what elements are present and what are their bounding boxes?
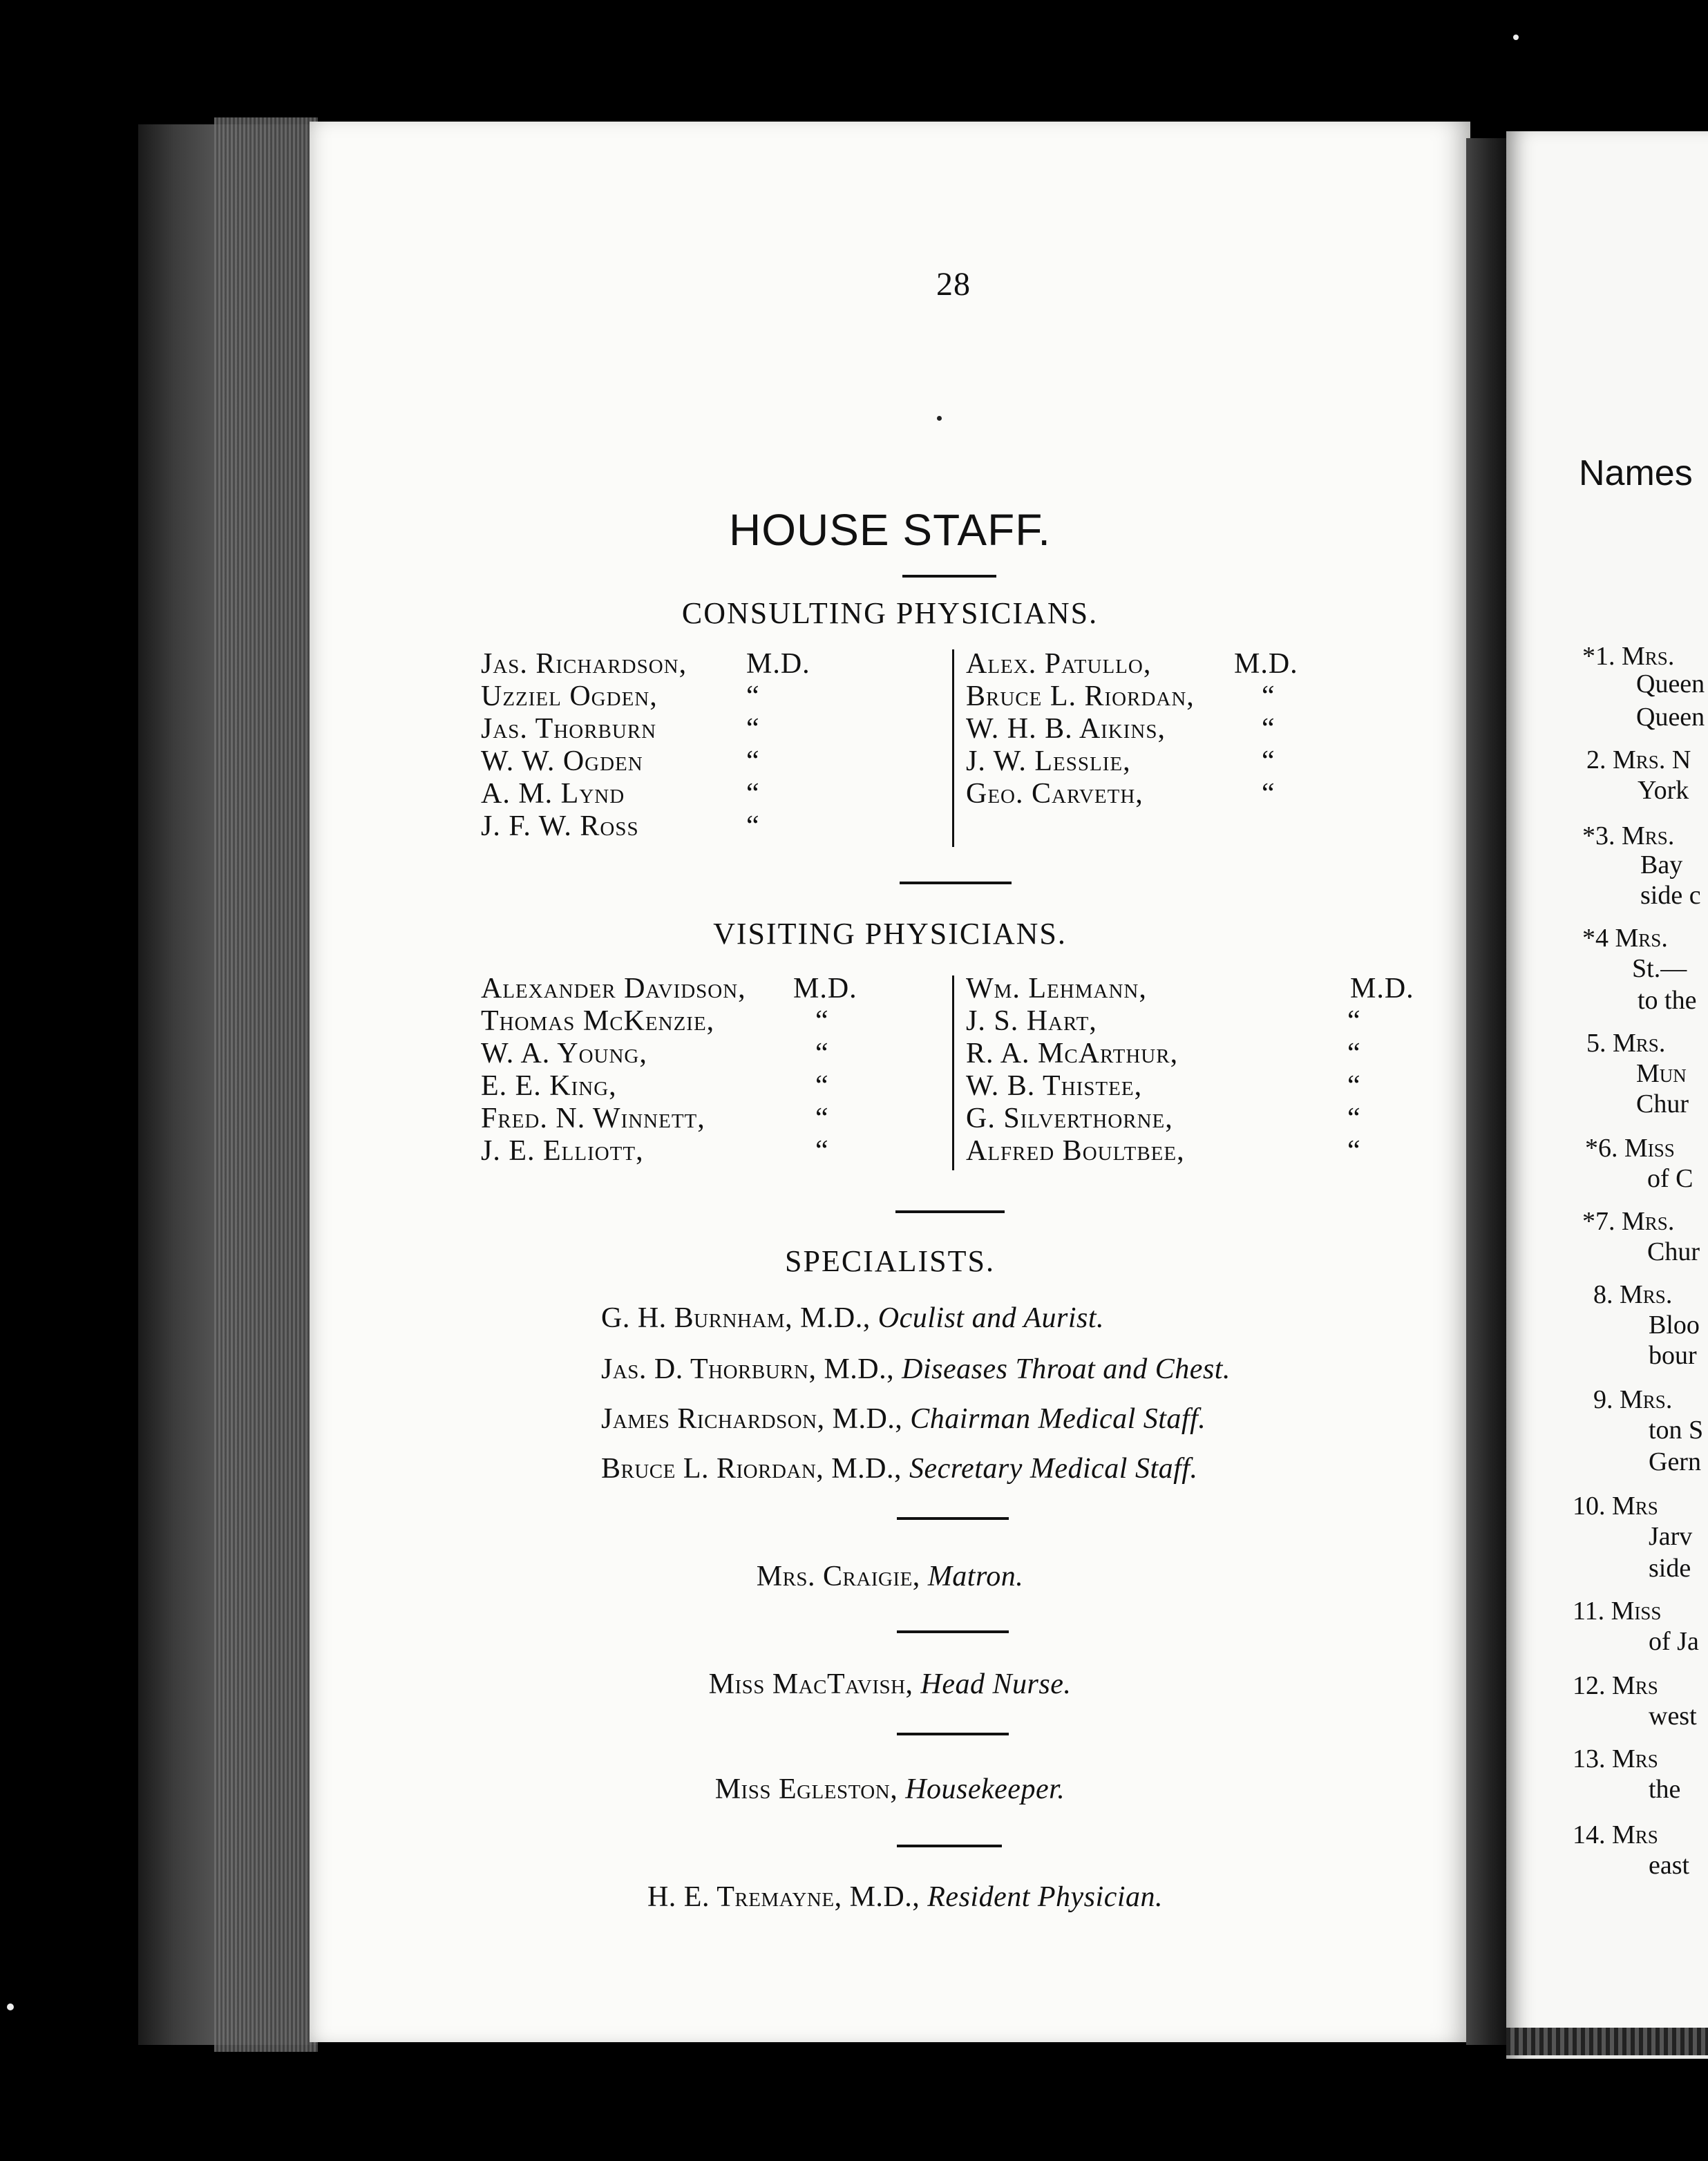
ditto-mark: “ bbox=[1347, 1135, 1361, 1167]
book-gutter bbox=[1466, 138, 1508, 2045]
divider-rule bbox=[895, 1210, 1005, 1213]
divider-rule bbox=[897, 1733, 1009, 1735]
right-page-line: *1. Mrs. bbox=[1582, 642, 1675, 671]
right-page-line: west bbox=[1649, 1702, 1697, 1731]
right-page-line: of C bbox=[1647, 1164, 1693, 1193]
page-edges bbox=[214, 117, 318, 2052]
right-page-line: Mun bbox=[1636, 1059, 1687, 1088]
right-page-line: Bloo bbox=[1649, 1311, 1700, 1340]
consulting-physicians-heading: CONSULTING PHYSICIANS. bbox=[681, 596, 1099, 630]
physician-name: E. E. King, bbox=[481, 1070, 617, 1102]
physician-row bbox=[481, 713, 868, 745]
ditto-mark: “ bbox=[815, 1038, 829, 1069]
housekeeper-role: Housekeeper. bbox=[905, 1773, 1065, 1805]
ditto-mark: “ bbox=[815, 1070, 829, 1102]
ditto-mark: “ bbox=[746, 745, 760, 777]
ditto-mark: “ bbox=[1262, 680, 1275, 712]
specialist-entry bbox=[601, 1402, 1206, 1436]
right-page-line: Queen bbox=[1636, 669, 1705, 698]
ditto-mark: “ bbox=[815, 1135, 829, 1167]
page-title: HOUSE STAFF. bbox=[729, 505, 1051, 555]
ditto-mark: “ bbox=[746, 713, 760, 745]
right-page-line: Jarv bbox=[1649, 1522, 1693, 1551]
physician-row bbox=[966, 1103, 1436, 1135]
consulting-right-column bbox=[966, 648, 1325, 810]
ditto-mark: “ bbox=[1262, 713, 1275, 745]
physician-row bbox=[966, 680, 1325, 713]
divider-rule bbox=[902, 575, 996, 578]
ditto-mark: “ bbox=[746, 810, 760, 842]
right-page-line: side bbox=[1649, 1554, 1691, 1583]
physician-row bbox=[966, 648, 1325, 680]
specialist-name: James Richardson, M.D., bbox=[601, 1403, 903, 1435]
dust-speck bbox=[7, 2003, 14, 2010]
ditto-mark: “ bbox=[1262, 778, 1275, 810]
head-nurse-entry bbox=[310, 1668, 1470, 1701]
physician-row bbox=[966, 778, 1325, 810]
resident-role: Resident Physician. bbox=[927, 1881, 1164, 1913]
physician-name: J. E. Elliott, bbox=[481, 1135, 644, 1167]
physician-row bbox=[481, 745, 868, 778]
physician-name: R. A. McArthur, bbox=[966, 1038, 1179, 1069]
physician-name: W. B. Thistee, bbox=[966, 1070, 1143, 1102]
specialist-role: Chairman Medical Staff. bbox=[910, 1403, 1206, 1435]
right-page-line: *4 Mrs. bbox=[1582, 924, 1668, 953]
physician-name: Alexander Davidson, bbox=[481, 973, 746, 1005]
specialists-heading: SPECIALISTS. bbox=[785, 1244, 995, 1278]
physician-row bbox=[966, 745, 1325, 778]
specialist-role: Secretary Medical Staff. bbox=[909, 1453, 1198, 1485]
page-number: 28 bbox=[936, 266, 971, 303]
right-page-line: 14. Mrs bbox=[1573, 1820, 1658, 1849]
specialist-entry bbox=[601, 1353, 1231, 1386]
physician-name: Geo. Carveth, bbox=[966, 778, 1144, 810]
dust-speck bbox=[1513, 35, 1519, 40]
physician-row bbox=[481, 973, 923, 1005]
physician-name: W. A. Young, bbox=[481, 1038, 647, 1069]
ditto-mark: “ bbox=[746, 778, 760, 810]
right-page-line: St.— bbox=[1632, 954, 1687, 983]
resident-name: H. E. Tremayne, M.D., bbox=[647, 1881, 920, 1913]
physician-row bbox=[481, 778, 868, 810]
physician-row bbox=[966, 713, 1325, 745]
physician-row bbox=[966, 1070, 1436, 1103]
ditto-mark: “ bbox=[1347, 1070, 1361, 1102]
right-page-line: York bbox=[1638, 776, 1689, 805]
housekeeper-entry bbox=[310, 1773, 1470, 1806]
ditto-mark: “ bbox=[815, 1103, 829, 1134]
page-bottom-edge bbox=[1506, 2028, 1708, 2055]
head-nurse-role: Head Nurse. bbox=[920, 1668, 1072, 1700]
physician-name: Jas. Thorburn bbox=[481, 713, 657, 745]
physician-name: J. F. W. Ross bbox=[481, 810, 639, 842]
visiting-left-column bbox=[481, 973, 923, 1168]
physician-row bbox=[481, 1038, 923, 1070]
physician-name: Fred. N. Winnett, bbox=[481, 1103, 705, 1134]
right-page-line: Chur bbox=[1647, 1237, 1700, 1266]
column-divider bbox=[952, 975, 954, 1170]
physician-row bbox=[481, 1005, 923, 1038]
right-page-line: 12. Mrs bbox=[1573, 1671, 1658, 1700]
physician-row bbox=[966, 1135, 1436, 1168]
divider-rule bbox=[897, 1845, 1002, 1847]
matron-name: Mrs. Craigie, bbox=[756, 1561, 920, 1592]
physician-name: A. M. Lynd bbox=[481, 778, 625, 810]
ditto-mark: “ bbox=[815, 1005, 829, 1037]
right-page-line: east bbox=[1649, 1851, 1690, 1880]
physician-name: Alfred Boultbee, bbox=[966, 1135, 1185, 1167]
right-page-line: of Ja bbox=[1649, 1627, 1699, 1656]
physician-row bbox=[481, 1103, 923, 1135]
physician-name: Bruce L. Riordan, bbox=[966, 680, 1195, 712]
degree-suffix: M.D. bbox=[1234, 648, 1298, 680]
matron-entry bbox=[310, 1560, 1470, 1593]
physician-name: Alex. Patullo, bbox=[966, 648, 1152, 680]
specialist-role: Diseases Throat and Chest. bbox=[902, 1353, 1231, 1385]
degree-suffix: M.D. bbox=[793, 973, 857, 1005]
visiting-physicians-heading: VISITING PHYSICIANS. bbox=[713, 917, 1067, 951]
visiting-right-column bbox=[966, 973, 1436, 1168]
specialist-name: Bruce L. Riordan, M.D., bbox=[601, 1453, 902, 1485]
physician-name: W. H. B. Aikins, bbox=[966, 713, 1166, 745]
physician-row bbox=[481, 680, 868, 713]
right-page-line: 10. Mrs bbox=[1573, 1492, 1658, 1521]
degree-suffix: M.D. bbox=[1350, 973, 1414, 1005]
right-page-line: Bay bbox=[1640, 850, 1683, 879]
right-page-line: *3. Mrs. bbox=[1582, 821, 1675, 850]
right-page-line: *6. Miss bbox=[1585, 1134, 1675, 1163]
right-page-line: ton S bbox=[1649, 1416, 1704, 1445]
ditto-mark: “ bbox=[1347, 1103, 1361, 1134]
physician-name: Uzziel Ogden, bbox=[481, 680, 658, 712]
physician-name: J. S. Hart, bbox=[966, 1005, 1097, 1037]
ditto-mark: “ bbox=[1347, 1005, 1361, 1037]
resident-physician-entry bbox=[325, 1881, 1486, 1914]
head-nurse-name: Miss MacTavish, bbox=[708, 1668, 913, 1700]
column-divider bbox=[952, 649, 954, 847]
degree-suffix: M.D. bbox=[746, 648, 810, 680]
right-page-line: Chur bbox=[1636, 1089, 1689, 1118]
divider-rule bbox=[897, 1630, 1009, 1633]
right-page-line: bour bbox=[1649, 1341, 1697, 1370]
specialist-entry bbox=[601, 1302, 1104, 1335]
right-page-line: 9. Mrs. bbox=[1593, 1385, 1673, 1414]
physician-row bbox=[481, 1135, 923, 1168]
physician-row bbox=[966, 1005, 1436, 1038]
ditto-mark: “ bbox=[1347, 1038, 1361, 1069]
right-page-line: 8. Mrs. bbox=[1593, 1280, 1673, 1309]
housekeeper-name: Miss Egleston, bbox=[714, 1773, 898, 1805]
consulting-left-column bbox=[481, 648, 868, 843]
right-page-line: the bbox=[1649, 1775, 1681, 1804]
ditto-mark: “ bbox=[1262, 745, 1275, 777]
specialist-role: Oculist and Aurist. bbox=[877, 1302, 1105, 1334]
right-page-line: Gern bbox=[1649, 1447, 1701, 1476]
specialist-entry bbox=[601, 1452, 1197, 1485]
matron-role: Matron. bbox=[927, 1561, 1024, 1592]
specialist-name: G. H. Burnham, M.D., bbox=[601, 1302, 871, 1334]
physician-name: J. W. Lesslie, bbox=[966, 745, 1131, 777]
physician-row bbox=[481, 810, 868, 843]
physician-name: Jas. Richardson, bbox=[481, 648, 687, 680]
divider-rule bbox=[897, 1517, 1009, 1520]
divider-rule bbox=[900, 882, 1012, 884]
right-page-line: *7. Mrs. bbox=[1582, 1207, 1675, 1236]
right-page-line: side c bbox=[1640, 881, 1701, 910]
physician-row bbox=[966, 1038, 1436, 1070]
physician-name: G. Silverthorne, bbox=[966, 1103, 1173, 1134]
physician-name: Thomas McKenzie, bbox=[481, 1005, 715, 1037]
right-page-line: 11. Miss bbox=[1573, 1597, 1662, 1626]
physician-name: Wm. Lehmann, bbox=[966, 973, 1147, 1005]
physician-row bbox=[481, 648, 868, 680]
ink-dot bbox=[937, 416, 942, 421]
physician-name: W. W. Ogden bbox=[481, 745, 643, 777]
physician-row bbox=[966, 973, 1436, 1005]
right-page-heading: Names bbox=[1579, 453, 1693, 493]
right-page-line: Queen bbox=[1636, 703, 1705, 732]
right-page-line: 13. Mrs bbox=[1573, 1744, 1658, 1773]
physician-row bbox=[481, 1070, 923, 1103]
specialist-name: Jas. D. Thorburn, M.D., bbox=[601, 1353, 895, 1385]
right-page-line: 5. Mrs. bbox=[1586, 1029, 1666, 1058]
right-page-line: 2. Mrs. N bbox=[1586, 745, 1691, 774]
right-page-line: to the bbox=[1638, 986, 1697, 1015]
ditto-mark: “ bbox=[746, 680, 760, 712]
